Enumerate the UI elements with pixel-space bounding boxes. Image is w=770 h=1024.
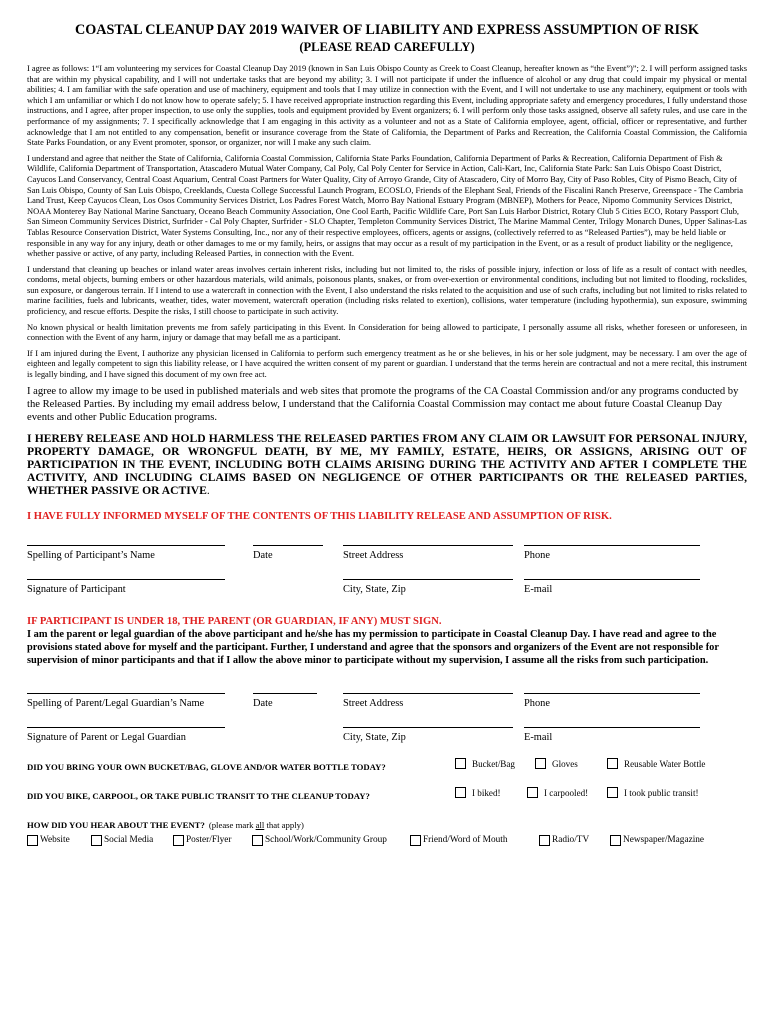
guardian-city-label: City, State, Zip <box>343 732 406 744</box>
guardian-phone-label: Phone <box>524 698 550 710</box>
poster-flyer-label: Poster/Flyer <box>186 835 232 846</box>
guardian-name-label: Spelling of Parent/Legal Guardian’s Name <box>27 698 205 710</box>
gloves-label: Gloves <box>552 759 578 770</box>
website-option[interactable] <box>27 835 70 846</box>
guardian-statement: I am the parent or legal guardian of the above participant and he/she has my permission to participate in Coastal Cleanup Day. I have read and agree to the provisions stated above for myself and the participant. Further, I understand and agree that the sponsors and organizers of the Event are not responsible for supervision of minor participants and that if I allow the above minor to participate without my supervision, I assume all the risks from such participation. <box>27 628 719 667</box>
checkbox-icon[interactable] <box>535 758 546 769</box>
guardian-email-field[interactable] <box>524 727 700 743</box>
minor-heading: IF PARTICIPANT IS UNDER 18, THE PARENT (OR GUARDIAN, IF ANY) MUST SIGN. <box>27 615 442 627</box>
hear-note-pre: (please mark <box>208 820 254 831</box>
bring-question: DID YOU BRING YOUR OWN BUCKET/BAG, GLOVE AND/OR WATER BOTTLE TODAY? <box>27 762 386 773</box>
agreement-paragraph: I agree as follows: 1“I am volunteering my services for Coastal Cleanup Day 2019 (known in San Luis Obispo County as Creek to Coast Cleanup, hereafter known as “the Event”)”; 2. I will perform assigned tasks that are within my physical capability, and I will not undertake tasks that are beyond my ability; 3. I will not participate if under the influence of alcohol or any drug that could impair my physical or mental abilities; 4. I am familiar with the safe operation and use of machinery, equipment and tools that I may utilize in connection with the Event, and I will not undertake to use any machinery, equipment or tools with which I am unfamiliar or which I do not know how to operate safely; 5. I have received appropriate instruction regarding this Event, including appropriate safety and emergency procedures, I fully understand those instructions, and I agree, after proper inspection, to use only the supplies, tools and equipment provided by Event organizers; 6. I will perform only those tasks assigned, observe all safety rules, and use care in the performance of my assignments; 7. I specifically acknowledge that I am engaging in this activity as a volunteer and not as a State of California employee, agent, official, officer or representative, and further acknowledge that I am not entitled to any compensation, benefit or insurance coverage from the State of California, the Department of Parks and Recreation, the California Coastal Commission, the California State Parks Foundation, or any Event promoter, sponsor, or organizer, nor will I make any such claim. <box>27 63 747 148</box>
guardian-city-field[interactable] <box>343 727 513 743</box>
checkbox-icon[interactable] <box>527 787 538 798</box>
bring-question-row <box>27 755 747 783</box>
participant-name-field[interactable] <box>27 545 225 561</box>
participant-city-field[interactable] <box>343 579 513 595</box>
water-bottle-label: Reusable Water Bottle <box>624 759 706 770</box>
school-work-option[interactable] <box>252 835 387 846</box>
release-statement-period: . <box>206 484 210 498</box>
biked-option[interactable] <box>455 787 501 799</box>
participant-phone-field[interactable] <box>524 545 700 561</box>
checkbox-icon[interactable] <box>91 835 102 846</box>
checkbox-icon[interactable] <box>607 787 618 798</box>
guardian-street-field[interactable] <box>343 693 513 709</box>
water-bottle-option[interactable] <box>607 758 705 770</box>
checkbox-icon[interactable] <box>539 835 550 846</box>
guardian-row-1 <box>27 693 747 727</box>
guardian-street-label: Street Address <box>343 698 404 710</box>
guardian-date-label: Date <box>253 698 273 710</box>
poster-flyer-option[interactable] <box>173 835 231 846</box>
informed-statement: I HAVE FULLY INFORMED MYSELF OF THE CONTENTS OF THIS LIABILITY RELEASE AND ASSUMPTION OF RISK. <box>27 510 612 522</box>
newspaper-option[interactable] <box>610 835 704 846</box>
hear-options-row <box>27 835 747 855</box>
release-statement <box>27 432 747 498</box>
waiver-document <box>27 22 747 855</box>
hear-note-all: all <box>255 820 265 831</box>
hear-note-post: that apply) <box>266 820 304 831</box>
transit-label: I took public transit! <box>624 788 699 799</box>
release-statement-text: I HEREBY RELEASE AND HOLD HARMLESS THE RELEASED PARTIES FROM ANY CLAIM OR LAWSUIT FOR PERSONAL INJURY, PROPERTY DAMAGE, OR WRONGFUL DEATH, BY ME, MY FAMILY, ESTATE, HEIRS, OR ASSIGNS, ARISING OUT OF PARTICIPATION IN THE EVENT, INCLUDING BOTH CLAIMS ARISING DURING THE ACTIVITY AND AFTER I COMPLETE THE ACTIVITY, AND INCLUDING CLAIMS BASED ON NEGLIGENCE OF OTHER PARTICIPANTS OR THE RELEASED PARTIES, WHETHER PASSIVE OR ACTIVE <box>27 431 747 498</box>
participant-signature-label: Signature of Participant <box>27 583 126 595</box>
image-consent-paragraph: I agree to allow my image to be used in published materials and web sites that promote the programs of the CA Coastal Commission and/or any programs conducted by the Released Parties. By including my email address below, I understand that the California Coastal Commission may contact me about future Coastal Cleanup Day events and other Public Education programs. <box>27 385 739 423</box>
transit-question-row <box>27 783 747 813</box>
guardian-signature-field[interactable] <box>27 727 225 743</box>
medical-paragraph: If I am injured during the Event, I authorize any physician licensed in California to perform such emergency treatment as he or she believes, in his or her sole judgment, may be necessary. I am over the age of eighteen and legally competent to sign this liability release, or I have acquired the written consent of my parent or guardian. I understand that the terms herein are contractual and not a mere recital, this instrument is legally binding, and I have signed this document of my own free act. <box>27 347 747 380</box>
gloves-option[interactable] <box>535 758 578 770</box>
hear-note <box>209 820 304 830</box>
hear-question-row <box>27 813 747 835</box>
checkbox-icon[interactable] <box>455 758 466 769</box>
friend-label: Friend/Word of Mouth <box>423 835 508 846</box>
risks-paragraph: I understand that cleaning up beaches or inland water areas involves certain inherent risks, including but not limited to, the risks of possible injury, infection or loss of life as a result of contact with needles, condoms, metal objects, burning embers or other hazardous materials, wild animals, poisonous plants, snakes, or from over-exertion or environmental conditions, including but not limited to flooding, rockslides, sun exposure, or dangerous terrain. If I intend to use a watercraft in connection with the Event, I also understand the risks related to the acquisition and use of such crafts, including but not limited to risks related to marine facilities, fuels and lubricants, weather, tides, water movement, watercraft operation (including risks related to exertion), collisions, water temperature (including hypothermia), sun exposure, swimming proficiency, and rescue efforts. Despite the risks, I still choose to participate in such activity. <box>27 263 747 317</box>
social-media-label: Social Media <box>104 835 154 846</box>
friend-option[interactable] <box>410 835 507 846</box>
participant-email-label: E-mail <box>524 583 553 595</box>
participant-phone-label: Phone <box>524 549 550 561</box>
guardian-email-label: E-mail <box>524 732 553 744</box>
radio-tv-option[interactable] <box>539 835 589 846</box>
participant-date-label: Date <box>253 549 273 561</box>
hear-question: HOW DID YOU HEAR ABOUT THE EVENT? <box>27 820 205 831</box>
document-title: COASTAL CLEANUP DAY 2019 WAIVER OF LIABILITY AND EXPRESS ASSUMPTION OF RISK <box>75 22 699 38</box>
guardian-row-2 <box>27 727 747 755</box>
checkbox-icon[interactable] <box>410 835 421 846</box>
document-subtitle: (PLEASE READ CAREFULLY) <box>299 40 475 54</box>
participant-row-1 <box>27 545 747 579</box>
transit-question: DID YOU BIKE, CARPOOL, OR TAKE PUBLIC TRANSIT TO THE CLEANUP TODAY? <box>27 791 370 802</box>
carpooled-option[interactable] <box>527 787 588 799</box>
bucket-bag-label: Bucket/Bag <box>472 759 515 770</box>
participant-date-field[interactable] <box>253 545 323 561</box>
school-work-label: School/Work/Community Group <box>265 835 387 846</box>
checkbox-icon[interactable] <box>607 758 618 769</box>
checkbox-icon[interactable] <box>610 835 621 846</box>
participant-street-field[interactable] <box>343 545 513 561</box>
guardian-date-field[interactable] <box>253 693 317 709</box>
radio-tv-label: Radio/TV <box>552 835 590 846</box>
participant-signature-field[interactable] <box>27 579 225 595</box>
newspaper-label: Newspaper/Magazine <box>623 835 705 846</box>
guardian-phone-field[interactable] <box>524 693 700 709</box>
website-label: Website <box>40 835 70 846</box>
participant-row-2 <box>27 579 747 613</box>
social-media-option[interactable] <box>91 835 153 846</box>
participant-name-label: Spelling of Participant’s Name <box>27 549 155 561</box>
biked-label: I biked! <box>472 788 501 799</box>
checkbox-icon[interactable] <box>173 835 184 846</box>
checkbox-icon[interactable] <box>27 835 38 846</box>
carpooled-label: I carpooled! <box>544 788 589 799</box>
transit-option[interactable] <box>607 787 699 799</box>
participant-street-label: Street Address <box>343 549 404 561</box>
checkbox-icon[interactable] <box>252 835 263 846</box>
participant-city-label: City, State, Zip <box>343 583 406 595</box>
guardian-name-field[interactable] <box>27 693 225 709</box>
bucket-bag-option[interactable] <box>455 758 515 770</box>
checkbox-icon[interactable] <box>455 787 466 798</box>
guardian-signature-label: Signature of Parent or Legal Guardian <box>27 732 186 744</box>
health-paragraph: No known physical or health limitation prevents me from safely participating in this Event. In Consideration for being allowed to participate, I personally assume all risks, whether foreseen or unforeseen, in connection with the Event of any harm, injury or damage that may befall me as a participant. <box>27 321 747 343</box>
participant-email-field[interactable] <box>524 579 700 595</box>
released-parties-paragraph: I understand and agree that neither the State of California, California Coastal Commission, California State Parks Foundation, California Department of Parks & Recreation, California Department of Fish & Wildlife, California Department of Transportation, Atascadero Mutual Water Company, Cal Poly, Cal Poly Center for Service in Action, Cali-Kart, Inc, California State Park: San Luis Obispo Coast District, Cayucos Land Conservancy, Central Coast Aquarium, Central Coast Partners for Water Quality, City of Arroyo Grande, City of Atascadero, City of Morro Bay, City of Paso Robles, City of Pismo Beach, City of San Luis Obispo, County of San Luis Obispo, Creeklands, Cuesta College Successful Launch Program, ECOSLO, Friends of the Elephant Seal, Friends of the Fiscalini Ranch Preserve, Greenspace - The Cambria Land Trust, Keep Cayucos Clean, Los Osos Community Services District, Los Padres Forest Watch, Morro Bay National Estuary Program (MBNEP), Mothers for Peace, Nipomo Community Services District, NOAA Monterey Bay National Marine Sanctuary, Oceano Beach Community Association, One Cool Earth, Pacific Wildlife Care, Port San Luis Harbor District, Rotary Club 5 Cities ECO, Rotary Passport Club, San Simeon Community Services District, Surfrider - Cal Poly Chapter, Surfrider - SLO Chapter, Templeton Community Services District, The Marine Mammal Center, Trilogy Monarch Dunes, Upper Salinas-Las Tablas Resource Conservation District, Water Systems Consulting, Inc., nor any of their respective employees, officers, agents or assigns, (collectively referred to as “Released Parties”), may be held liable or responsible in any way for any injury, death or other damages to me or my family, heirs, or assigns that may occur as a result of my participation in the Event, or as a result of product liability or the negligence, whether passive or active, of any party, including Released Parties, in connection with the Event. <box>27 152 747 259</box>
